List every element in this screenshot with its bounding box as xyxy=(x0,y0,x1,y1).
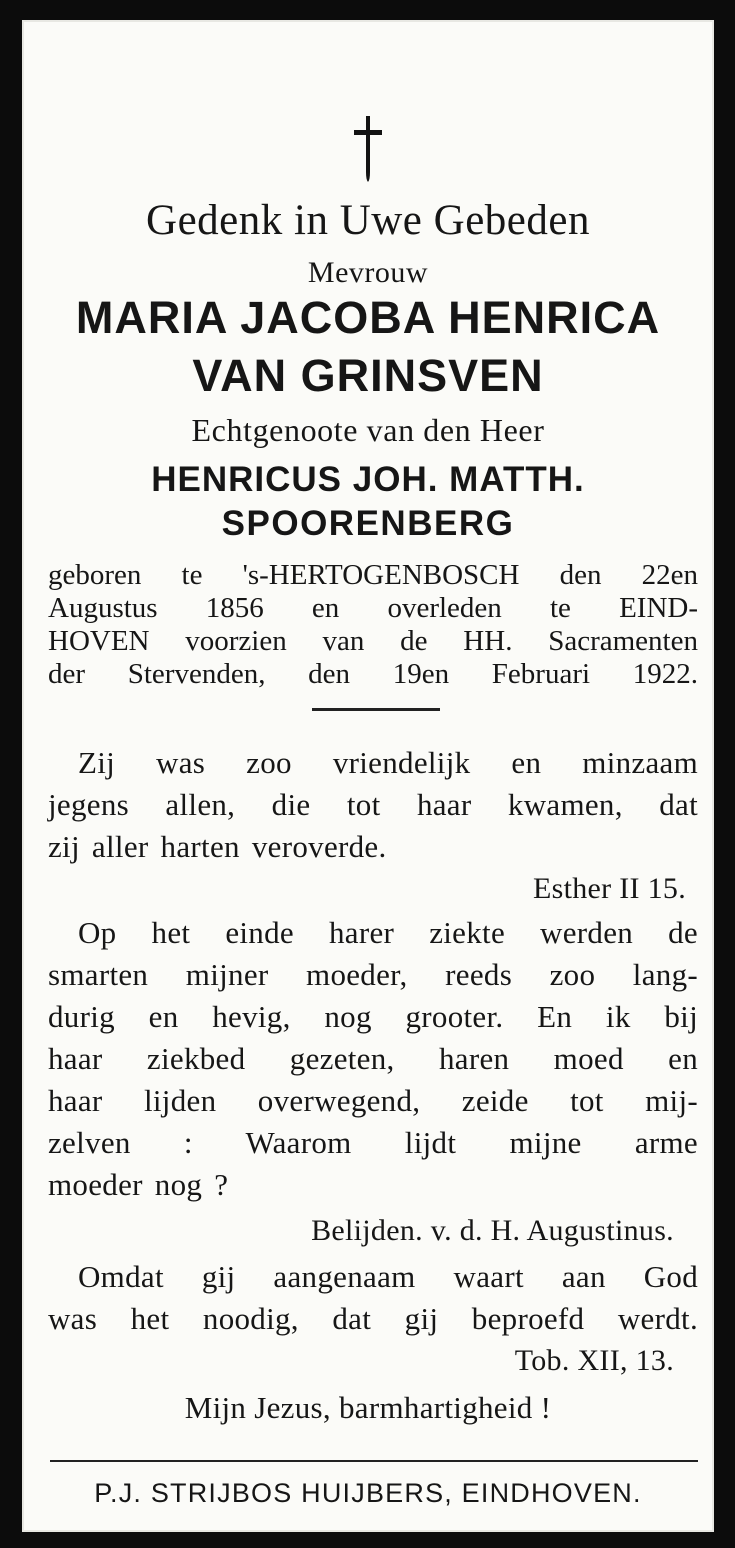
deceased-name-line2: VAN GRINSVEN xyxy=(192,350,544,401)
biography-line: HOVEN voorzien van de HH. Sacramenten xyxy=(48,625,698,657)
verse-line: smarten mijner moeder, reeds zoo lang- xyxy=(48,957,698,992)
biography-line: geboren te 's-HERTOGENBOSCH den 22en xyxy=(48,559,698,591)
verse-line: moeder nog ? xyxy=(48,1167,229,1202)
divider-short xyxy=(312,708,440,711)
divider-long xyxy=(50,1460,698,1462)
verse-reference: Tob. XII, 13. xyxy=(514,1344,674,1377)
verse-line: jegens allen, die tot haar kwamen, dat xyxy=(48,787,698,822)
verse-line: durig en hevig, nog grooter. En ik bij xyxy=(48,999,698,1034)
printer-imprint: P.J. STRIJBOS HUIJBERS, EINDHOVEN. xyxy=(94,1478,642,1508)
verse-line: was het noodig, dat gij beproefd werdt. xyxy=(48,1301,698,1336)
title: Mevrouw xyxy=(307,256,429,289)
verse-line: Op het einde harer ziekte werden de xyxy=(78,915,698,950)
spouse-name-line2: SPOORENBERG xyxy=(221,504,515,543)
verse-line: haar lijden overwegend, zeide tot mij- xyxy=(48,1083,698,1118)
cross-icon xyxy=(22,114,714,184)
biography-line: der Stervenden, den 19en Februari 1922. xyxy=(48,658,698,690)
memorial-card xyxy=(22,20,714,1532)
verse-line: haar ziekbed gezeten, haren moed en xyxy=(48,1041,698,1076)
relation: Echtgenoote van den Heer xyxy=(191,412,545,448)
verse-reference: Esther II 15. xyxy=(532,872,686,905)
heading: Gedenk in Uwe Gebeden xyxy=(146,197,590,244)
verse-line: zij aller harten veroverde. xyxy=(48,829,387,864)
biography-line: Augustus 1856 en overleden te EIND- xyxy=(48,592,698,624)
verse-line: Omdat gij aangenaam waart aan God xyxy=(78,1259,698,1294)
deceased-name-line1: MARIA JACOBA HENRICA xyxy=(75,292,661,343)
verse-reference: Belijden. v. d. H. Augustinus. xyxy=(311,1214,674,1247)
verse-line: Zij was zoo vriendelijk en minzaam xyxy=(78,745,698,780)
verse-line: zelven : Waarom lijdt mijne arme xyxy=(48,1125,698,1160)
closing-prayer: Mijn Jezus, barmhartigheid ! xyxy=(184,1390,552,1425)
spouse-name-line1: HENRICUS JOH. MATTH. xyxy=(151,460,585,499)
